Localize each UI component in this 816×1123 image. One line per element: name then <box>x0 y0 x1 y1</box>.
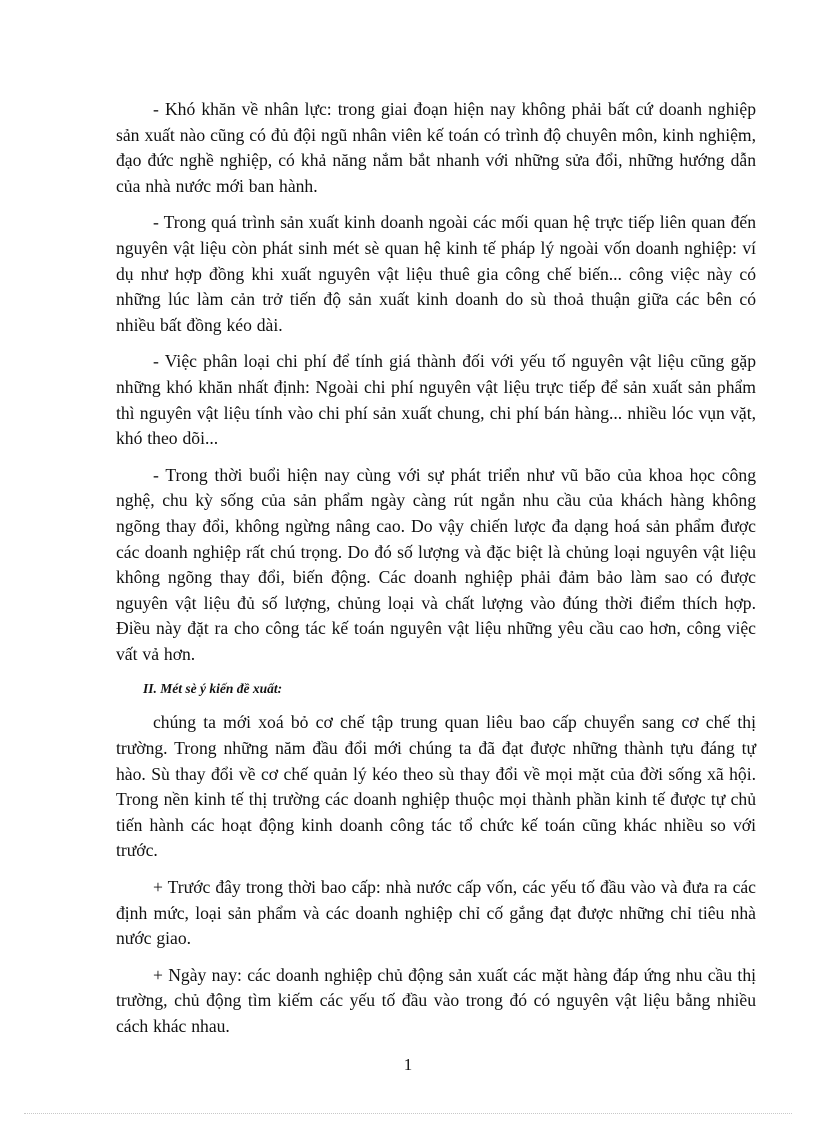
section-heading: II. Mét sè ý kiến đề xuất: <box>143 681 283 697</box>
document-body <box>116 97 756 1051</box>
paragraph-technology-development: - Trong thời buổi hiện nay cùng với sự phát triển như vũ bão của khoa học công nghệ, chu kỳ sống của sản phẩm ngày càng rút ngắn nhu cầu của khách hàng không ngõng thay đổi, không ngừng nâng cao. Do vậy chiến lược đa dạng hoá sản phẩm được các doanh nghiệp rất chú trọng. Do đó số lượng và đặc biệt là chủng loại nguyên vật liệu không ngõng thay đổi, biến động. Các doanh nghiệp phải đảm bảo làm sao có được nguyên vật liệu đủ số lượng, chủng loại và chất lượng vào đúng thời điểm thích hợp. Điều này đặt ra cho công tác kế toán nguyên vật liệu những yêu cầu cao hơn, công việc vất vả hơn. <box>116 464 756 664</box>
paragraph-human-resources: - Khó khăn về nhân lực: trong giai đoạn hiện nay không phải bất cứ doanh nghiệp sản xuất nào cũng có đủ đội ngũ nhân viên kế toán có trình độ chuyên môn, kinh nghiệm, đạo đức nghề nghiệp, có khả năng nắm bắt nhanh với những sửa đổi, những hướng dẫn của nhà nước mới ban hành. <box>116 99 756 196</box>
paragraph-cost-classification: - Việc phân loại chi phí để tính giá thành đối với yếu tố nguyên vật liệu cũng gặp những khó khăn nhất định: Ngoài chi phí nguyên vật liệu trực tiếp để sản xuất sản phẩm thì nguyên vật liệu tính vào chi phí sản xuất chung, chi phí bán hàng... nhiều lóc vụn vặt, khó theo dõi... <box>116 351 756 449</box>
paragraph-legal-relations: - Trong quá trình sản xuất kinh doanh ngoài các mối quan hệ trực tiếp liên quan đến nguyên vật liệu còn phát sinh mét sè quan hệ kinh tế pháp lý ngoài vốn doanh nghiệp: ví dụ như hợp đồng khi xuất nguyên vật liệu thuê gia công chế biến... công việc này có những lúc làm cản trở tiến độ sản xuất kinh doanh do sù thoả thuận giữa các bên có nhiều bất đồng kéo dài. <box>116 212 756 335</box>
page-number: 1 <box>403 1055 413 1074</box>
footer-divider <box>24 1113 792 1114</box>
paragraph-nowadays: + Ngày nay: các doanh nghiệp chủ động sản xuất các mặt hàng đáp ứng nhu cầu thị trường, chủ động tìm kiếm các yếu tố đầu vào trong đó có nguyên vật liệu bằng nhiều cách khác nhau. <box>116 964 756 1036</box>
paragraph-market-mechanism: chúng ta mới xoá bỏ cơ chế tập trung quan liêu bao cấp chuyển sang cơ chế thị trường. Trong những năm đầu đổi mới chúng ta đã đạt được những thành tựu đáng tự hào. Sù thay đổi về cơ chế quản lý kéo theo sù thay đổi về mọi mặt của đời sống xã hội. Trong nền kinh tế thị trường các doanh nghiệp thuộc mọi thành phần kinh tế được tự chủ tiến hành các hoạt động kinh doanh công tác tổ chức kế toán cũng khác nhiều so với trước. <box>116 712 756 861</box>
paragraph-before-subsidy: + Trước đây trong thời bao cấp: nhà nước cấp vốn, các yếu tố đầu vào và đưa ra các định mức, loại sản phẩm và các doanh nghiệp chỉ cố gắng đạt được những chỉ tiêu nhà nước giao. <box>116 877 756 949</box>
